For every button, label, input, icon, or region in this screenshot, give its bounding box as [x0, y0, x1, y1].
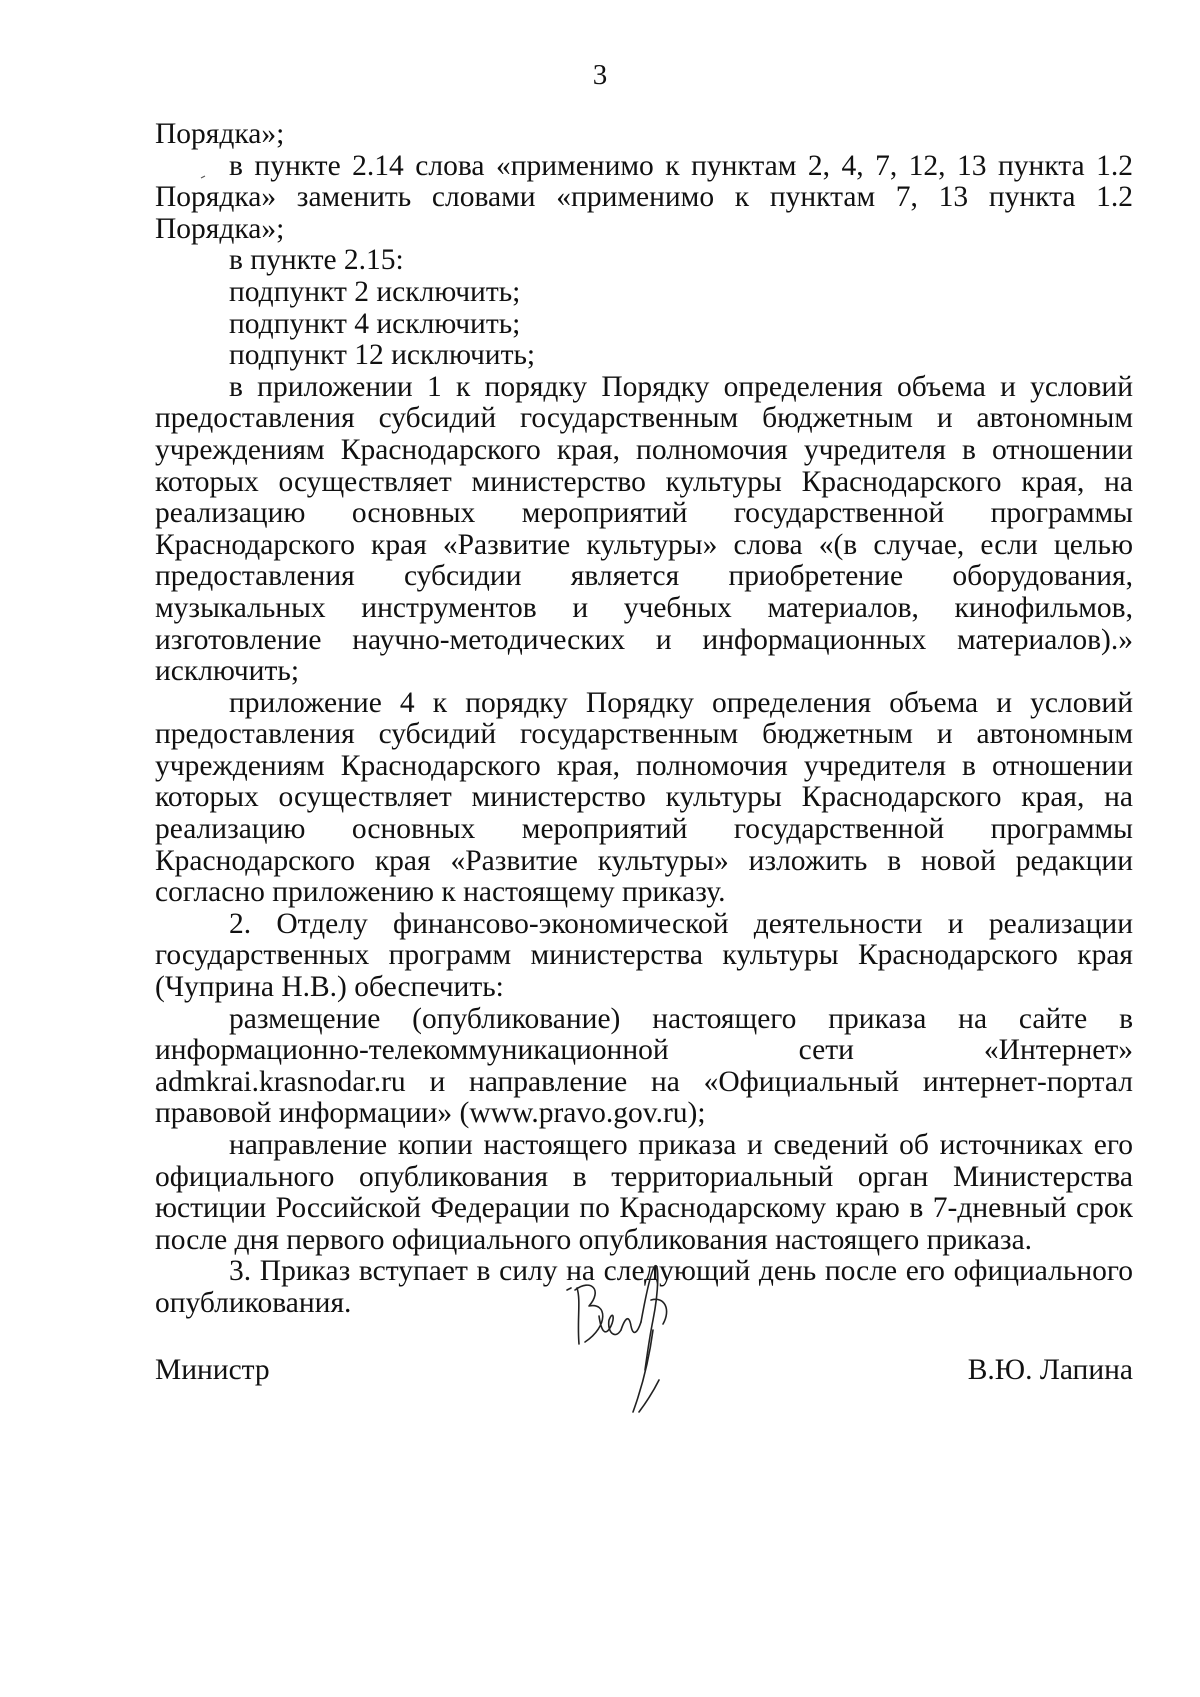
- paragraph-8: приложение 4 к порядку Порядку определения объема и условий предоставления субсидий государственным бюджетным и автономным учреждениям Краснодарского края, полномочия учредителя в отношении которых осуществляет министерство культуры Краснодарского края, на реализацию основных мероприятий государственной программы Краснодарского края «Развитие культуры» изложить в новой редакции согласно приложению к настоящему приказу.: [155, 686, 1133, 909]
- paragraph-11: направление копии настоящего приказа и сведений об источниках его официального опубликования в территориальный орган Министерства юстиции Российской Федерации по Краснодарскому краю в 7-дневный срок после дня первого официального опубликования настоящего приказа.: [155, 1129, 1133, 1256]
- paragraph-2: в пункте 2.14 слова «применимо к пунктам 2, 4, 7, 12, 13 пункта 1.2 Порядка» заменить словами «применимо к пунктам 7, 13 пункта 1.2 Порядка»;: [155, 149, 1133, 245]
- paragraph-12: 3. Приказ вступает в силу на следующий день после его официального опубликования.: [155, 1255, 1133, 1319]
- paragraph-10: размещение (опубликование) настоящего приказа на сайте в информационно-телекоммуникационной сети «Интернет» admkrai.krasnodar.ru и направление на «Официальный интернет-портал правовой информации» (www.pravo.gov.ru);: [155, 1002, 1133, 1130]
- paragraph-4: подпункт 2 исключить;: [229, 275, 521, 308]
- paragraph-5: подпункт 4 исключить;: [229, 307, 521, 340]
- document-body: [155, 119, 1133, 1320]
- signature-block: [155, 1353, 1133, 1393]
- signatory-name: В.Ю. Лапина: [967, 1354, 1133, 1386]
- paragraph-9: 2. Отделу финансово-экономической деятельности и реализации государственных программ министерства культуры Краснодарского края (Чуприна Н.В.) обеспечить:: [155, 907, 1133, 1004]
- handwritten-signature: [555, 1260, 685, 1420]
- page-number: 3: [592, 59, 608, 91]
- paragraph-3: в пункте 2.15:: [229, 244, 404, 277]
- paragraph-6: подпункт 12 исключить;: [229, 339, 536, 372]
- paragraph-7: в приложении 1 к порядку Порядку определения объема и условий предоставления субсидий государственным бюджетным и автономным учреждениям Краснодарского края, полномочия учредителя в отношении которых осуществляет министерство культуры Краснодарского края, на реализацию основных мероприятий государственной программы Краснодарского края «Развитие культуры» слова «(в случае, если целью предоставления субсидии является приобретение оборудования, музыкальных инструментов и учебных материалов, кинофильмов, изготовление научно-методических и информационных материалов).» исключить;: [155, 370, 1133, 688]
- signatory-title: Министр: [155, 1354, 270, 1386]
- paragraph-1: Порядка»;: [155, 118, 285, 150]
